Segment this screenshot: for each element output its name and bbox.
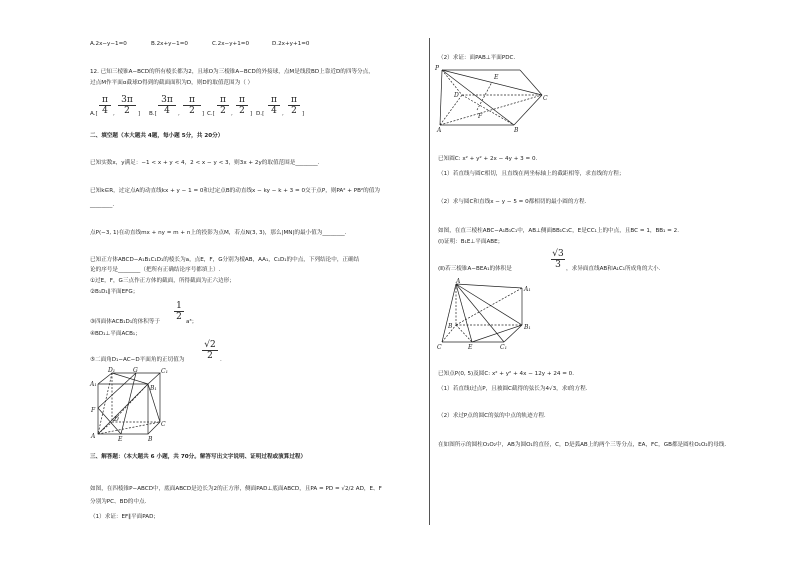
prism-figure — [434, 278, 544, 352]
q17-line1: 如图，在四棱锥P−ABCD中，底面ABCD是边长为2的正方形，侧面PAD⊥底面ABCD，且PA = PD = √2/2 AD，E、F — [90, 486, 382, 492]
q12-frac-1: $\frac{\pi}{4}$ — [99, 95, 111, 116]
q16-item5-pre: ⑤二面角D₁−AC−D平面角的正切值为 — [90, 357, 185, 363]
q16-item1: ①过E，F，G三点作正方体的截面，所得截面为正六边形； — [90, 278, 235, 284]
q17-part1: （1）求证：EF∥平面PAD； — [90, 514, 160, 520]
q18-part2: （2）求与圆C和直线x − y − 5 = 0都相切的最小圆的方程. — [438, 199, 587, 205]
q17-line2: 分别为PC、BD的中点. — [90, 499, 147, 505]
q16-item4: ④BD₁⊥平面ACB₁； — [90, 331, 141, 337]
q12-frac-2: $\frac{3\pi}{2}$ — [118, 95, 136, 116]
cube-figure — [88, 366, 168, 442]
q16-item3-post: a³； — [186, 319, 198, 325]
q19-part1: (Ⅰ)证明：B₁E⊥平面ABE； — [438, 239, 504, 245]
cube-label-c: C — [161, 421, 166, 428]
q12-frac-7: $\frac{\pi}{4}$ — [268, 95, 280, 116]
prism-label-b: B — [448, 323, 453, 330]
q16-line2: 论的序号是________（把所有正确结论序号都填上）. — [90, 267, 221, 273]
q21-stem: 在如图所示的圆柱O₁O₂中，AB为圆O₁的直径，C，D是弧AB上的两个三等分点，EA，FC，GB都是圆柱O₁O₂的母线. — [438, 442, 727, 448]
q19-frac: $\frac{√3}{3}$ — [552, 249, 564, 270]
q12-frac-6: $\frac{\pi}{2}$ — [236, 95, 248, 116]
q11-option-c: C.2x−y+1=0 — [212, 41, 250, 47]
q16-item3-pre: ③四面体ACB₁D₁的体积等于 — [90, 319, 161, 325]
q12-stem-line1: 12. 已知三棱锥A−BCD的所有棱长都为2，且球O为三棱锥A−BCD的外接球，点M是线段BD上靠近D的四等分点， — [90, 69, 374, 75]
prism-label-e: E — [468, 344, 473, 351]
prism-label-a: A — [456, 278, 461, 285]
cube-label-b: B — [148, 436, 153, 442]
cube-label-b1: B₁ — [150, 385, 157, 392]
column-divider — [429, 38, 430, 525]
q14-line1: 已知k∈R，过定点A的动直线kx + y − 1 = 0和过定点B的动直线x − ky − k + 3 = 0交于点P，则PA² + PB²的值为 — [90, 188, 380, 194]
pyramid-figure — [432, 62, 552, 134]
cube-label-a: A — [91, 433, 96, 440]
pyramid-label-c: C — [543, 95, 548, 102]
q16-item5-frac: $\frac{√2}{2}$ — [202, 340, 218, 361]
pyramid-label-f: F — [478, 113, 483, 120]
pyramid-label-d: D — [454, 92, 459, 99]
cube-label-c1: C₁ — [161, 368, 168, 375]
q19-part2-post: ，求异面直线AB和A₁C₁所成角的大小. — [566, 266, 661, 272]
q19-stem: 如图，在直三棱柱ABC−A₁B₁C₁中，AB⊥侧面BB₁C₁C，E是CC₁上的中点，且BC = 1，BB₁ = 2. — [438, 228, 679, 234]
q20-stem: 已知点P(0, 5)及圆C: x² + y² + 4x − 12y + 24 = 0. — [438, 371, 575, 377]
pyramid-label-b: B — [514, 127, 519, 134]
q12-frac-4: $\frac{\pi}{2}$ — [183, 95, 201, 116]
section-3-title: 三、解答题：（本大题共 6 小题，共 70分。解答写出文字说明、证明过程或演算过程） — [90, 454, 307, 460]
q15-text: 点P(−3, 1)在动直线mx + ny = m + n上的投影为点M，若点N(3, 3)，那么|MN|的最小值为________. — [90, 230, 347, 236]
q12-option-a-label: A.[ — [90, 111, 98, 117]
cube-label-g: G — [133, 367, 138, 374]
section-2-title: 二、填空题（本大题共 4题，每小题 5分，共 20分） — [90, 133, 224, 139]
q14-line2: ________. — [90, 202, 115, 208]
q16-item2: ②B₁D₁∥平面EFG； — [90, 289, 139, 295]
cube-label-d: D — [114, 416, 119, 423]
q11-option-b: B.2x+y−1=0 — [151, 41, 188, 47]
prism-label-b1: B₁ — [524, 324, 531, 331]
prism-label-a1: A₁ — [524, 286, 531, 293]
q18-part1: （1）若直线与圆C相切，且直线在两坐标轴上的截距相等，求直线的方程； — [438, 171, 625, 177]
q11-option-a: A.2x−y−1=0 — [90, 41, 127, 47]
q20-part2: （2）求过P点的圆C的弦的中点的轨迹方程. — [438, 413, 546, 419]
q16-line1: 已知正方体ABCD−A₁B₁C₁D₁的棱长为a，点E，F，G分别为棱AB，AA₁，C₁D₁的中点，下列结论中，正确结 — [90, 257, 360, 263]
q17-part2: （2）求证：面PAB⊥平面PDC. — [438, 55, 516, 61]
q16-item5-post: . — [220, 357, 222, 363]
q13-text: 已知实数x，y满足：−1 < x + y < 4，2 < x − y < 3，则3x + 2y的取值范围是________. — [90, 160, 320, 166]
pyramid-label-e: E — [494, 74, 499, 81]
prism-label-c1: C₁ — [500, 344, 507, 351]
prism-label-c: C — [437, 344, 442, 351]
q16-item3-frac: $\frac{1}{2}$ — [174, 301, 184, 322]
q12-frac-3: $\frac{3\pi}{4}$ — [158, 95, 176, 116]
pyramid-label-a: A — [437, 127, 442, 134]
q12-option-b-label: B.[ — [149, 111, 157, 117]
cube-label-e: E — [118, 436, 123, 442]
q12-stem-line2: 过点M作平面α截球O得到的截面面积为D，则D的取值范围为（ ） — [90, 80, 254, 86]
cube-label-d1: D₁ — [108, 367, 116, 374]
cube-label-a1: A₁ — [90, 381, 97, 388]
q12-frac-5: $\frac{\pi}{2}$ — [217, 95, 229, 116]
q11-option-d: D.2x+y+1=0 — [272, 41, 310, 47]
q12-option-d-label: D.[ — [256, 111, 265, 117]
q20-part1: （1）若直线l过点P，且被圆C截得的弦长为4√3，求l的方程. — [438, 386, 588, 392]
cube-label-f: F — [91, 407, 96, 414]
q19-part2-pre: (Ⅱ)若三棱锥A−BEA₁的体积是 — [438, 266, 512, 272]
q12-option-c-label: C.[ — [207, 111, 215, 117]
q12-frac-8: $\frac{\pi}{2}$ — [288, 95, 300, 116]
q18-stem: 已知圆C: x² + y² + 2x − 4y + 3 = 0. — [438, 156, 538, 162]
pyramid-label-p: P — [435, 65, 440, 72]
